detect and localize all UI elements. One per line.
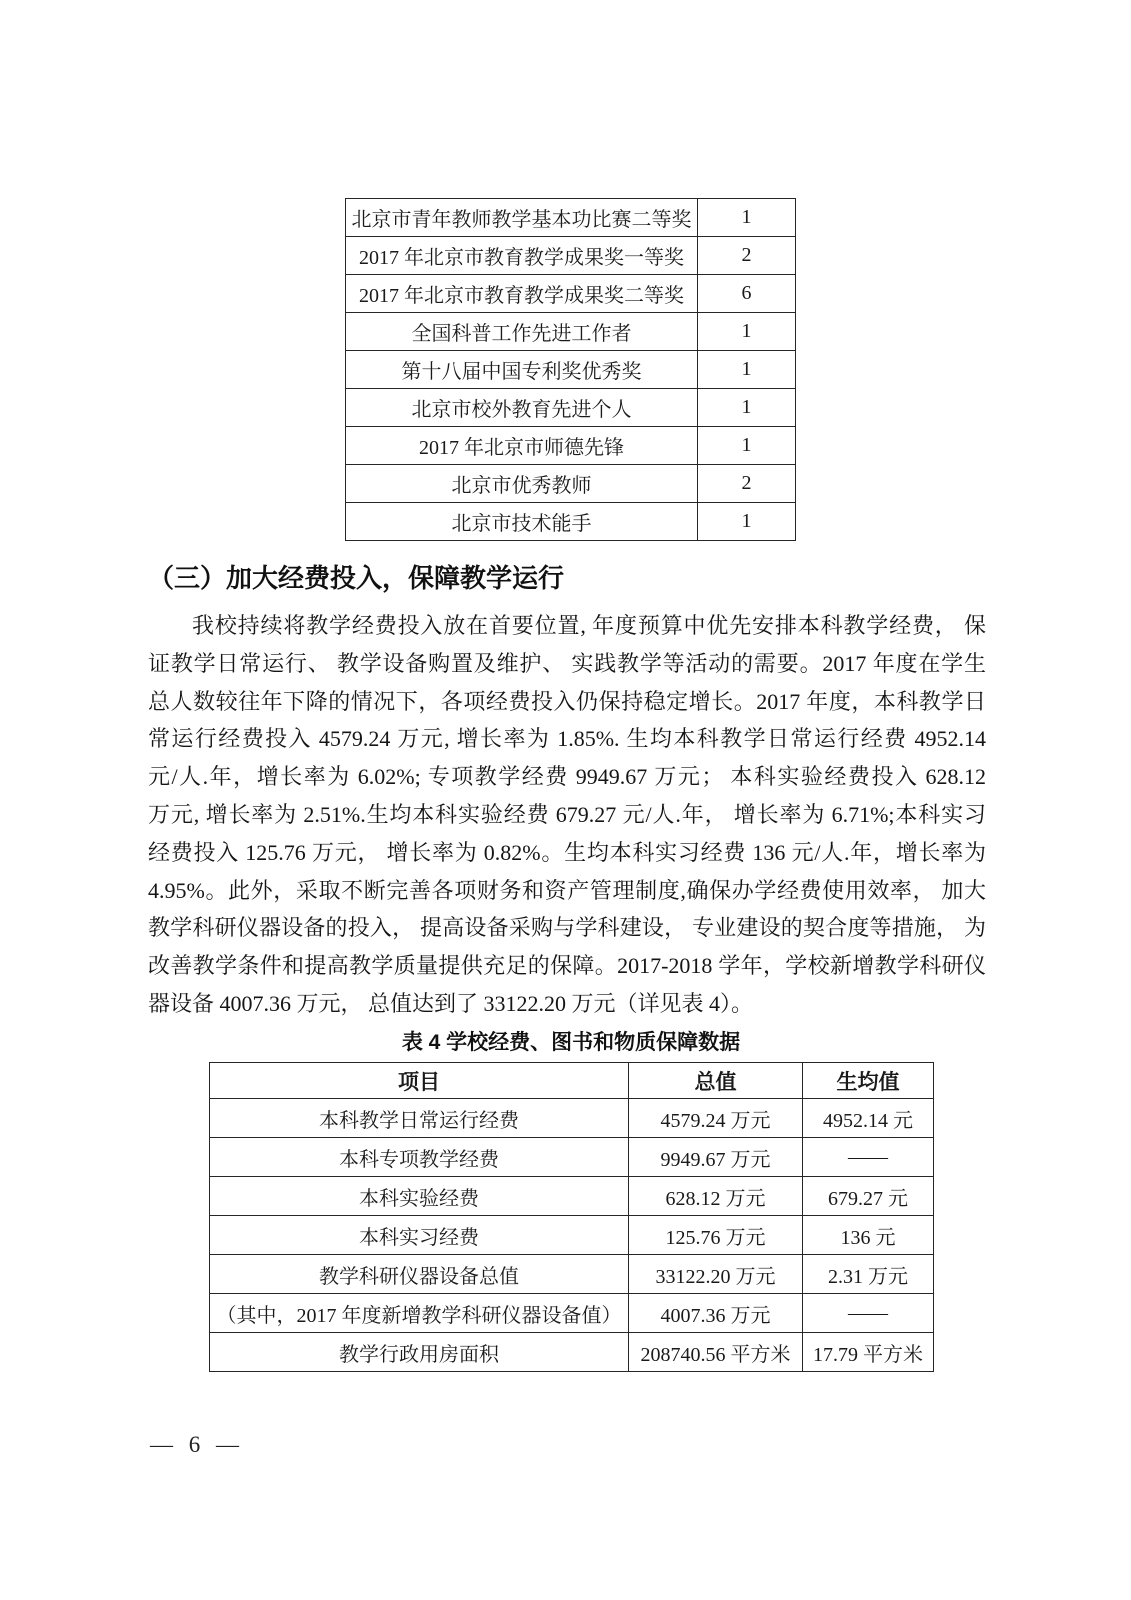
total-cell: 33122.20 万元 [629, 1255, 803, 1294]
award-name-cell: 2017 年北京市师德先锋 [346, 427, 698, 465]
item-cell: 本科实验经费 [210, 1177, 629, 1216]
award-count-cell: 1 [698, 351, 796, 389]
awards-table [345, 198, 796, 541]
table-row [346, 237, 796, 275]
total-cell: 125.76 万元 [629, 1216, 803, 1255]
column-header-total: 总值 [629, 1063, 803, 1099]
page-number: — 6 — [150, 1432, 244, 1457]
award-count-cell: 1 [698, 389, 796, 427]
paragraph-line: 器设备 4007.36 万元， 总值达到了 33122.20 万元（详见表 4）。 [148, 990, 754, 1016]
table4-caption: 表 4 学校经费、图书和物质保障数据 [401, 1031, 741, 1054]
total-cell: 208740.56 平方米 [629, 1333, 803, 1372]
per-student-cell: 2.31 万元 [803, 1255, 934, 1294]
funding-table [209, 1062, 934, 1372]
paragraph-line: 教学科研仪器设备的投入， 提高设备采购与学科建设， 专业建设的契合度等措施， 为 [148, 915, 986, 941]
item-cell: （其中，2017 年度新增教学科研仪器设备值） [210, 1294, 629, 1333]
paragraph-line: 常运行经费投入 4579.24 万元, 增长率为 1.85%. 生均本科教学日常运行经费 4952.14 [148, 726, 986, 752]
award-name-cell: 2017 年北京市教育教学成果奖二等奖 [346, 275, 698, 313]
table-row [210, 1255, 934, 1294]
table-row [346, 427, 796, 465]
item-cell: 本科专项教学经费 [210, 1138, 629, 1177]
award-name-cell: 第十八届中国专利奖优秀奖 [346, 351, 698, 389]
award-name-cell: 北京市青年教师教学基本功比赛二等奖 [346, 199, 698, 237]
award-name-cell: 北京市优秀教师 [346, 465, 698, 503]
paragraph-line: 经费投入 125.76 万元， 增长率为 0.82%。生均本科实习经费 136 元/人.年，增长率为 [148, 839, 986, 865]
table-row [210, 1099, 934, 1138]
total-cell: 4007.36 万元 [629, 1294, 803, 1333]
paragraph-line: 我校持续将教学经费投入放在首要位置, 年度预算中优先安排本科教学经费， 保 [192, 613, 986, 638]
table-row [346, 275, 796, 313]
award-name-cell: 北京市技术能手 [346, 503, 698, 541]
paragraph-line: 4.95%。此外，采取不断完善各项财务和资产管理制度,确保办学经费使用效率， 加大 [148, 877, 986, 903]
award-name-cell: 北京市校外教育先进个人 [346, 389, 698, 427]
item-cell: 教学科研仪器设备总值 [210, 1255, 629, 1294]
per-student-cell: 136 元 [803, 1216, 934, 1255]
table-row [346, 465, 796, 503]
per-student-cell: 17.79 平方米 [803, 1333, 934, 1372]
item-cell: 本科实习经费 [210, 1216, 629, 1255]
body-paragraph [148, 607, 986, 1023]
table-row [210, 1333, 934, 1372]
item-cell: 教学行政用房面积 [210, 1333, 629, 1372]
award-count-cell: 1 [698, 427, 796, 465]
award-count-cell: 1 [698, 503, 796, 541]
total-cell: 4579.24 万元 [629, 1099, 803, 1138]
paragraph-line: 证教学日常运行、 教学设备购置及维护、 实践教学等活动的需要。2017 年度在学生 [148, 650, 986, 676]
table-row [346, 199, 796, 237]
table-row [346, 313, 796, 351]
paragraph-line: 元/人.年，增长率为 6.02%; 专项教学经费 9949.67 万元； 本科实验经费投入 628.12 [148, 764, 986, 790]
table-header-row [210, 1063, 934, 1099]
item-cell: 本科教学日常运行经费 [210, 1099, 629, 1138]
paragraph-line: 万元, 增长率为 2.51%.生均本科实验经费 679.27 元/人.年， 增长率为 6.71%;本科实习 [148, 801, 986, 827]
award-name-cell: 2017 年北京市教育教学成果奖一等奖 [346, 237, 698, 275]
award-count-cell: 6 [698, 275, 796, 313]
award-count-cell: 1 [698, 199, 796, 237]
table-row [210, 1216, 934, 1255]
table-row [346, 389, 796, 427]
award-count-cell: 2 [698, 237, 796, 275]
table-row [346, 351, 796, 389]
table-row [210, 1294, 934, 1333]
award-name-cell: 全国科普工作先进工作者 [346, 313, 698, 351]
paragraph-line: 改善教学条件和提高教学质量提供充足的保障。2017-2018 学年，学校新增教学科研仪 [148, 953, 986, 979]
award-count-cell: 1 [698, 313, 796, 351]
per-student-cell: 4952.14 元 [803, 1099, 934, 1138]
total-cell: 628.12 万元 [629, 1177, 803, 1216]
award-count-cell: 2 [698, 465, 796, 503]
table-row [210, 1177, 934, 1216]
total-cell: 9949.67 万元 [629, 1138, 803, 1177]
section-heading: （三）加大经费投入，保障教学运行 [148, 563, 565, 593]
per-student-cell: —— [803, 1138, 934, 1177]
column-header-per-student: 生均值 [803, 1063, 934, 1099]
per-student-cell: 679.27 元 [803, 1177, 934, 1216]
column-header-item: 项目 [210, 1063, 629, 1099]
table-row [346, 503, 796, 541]
paragraph-line: 总人数较往年下降的情况下，各项经费投入仍保持稳定增长。2017 年度，本科教学日 [148, 688, 986, 714]
per-student-cell: —— [803, 1294, 934, 1333]
table-row [210, 1138, 934, 1177]
